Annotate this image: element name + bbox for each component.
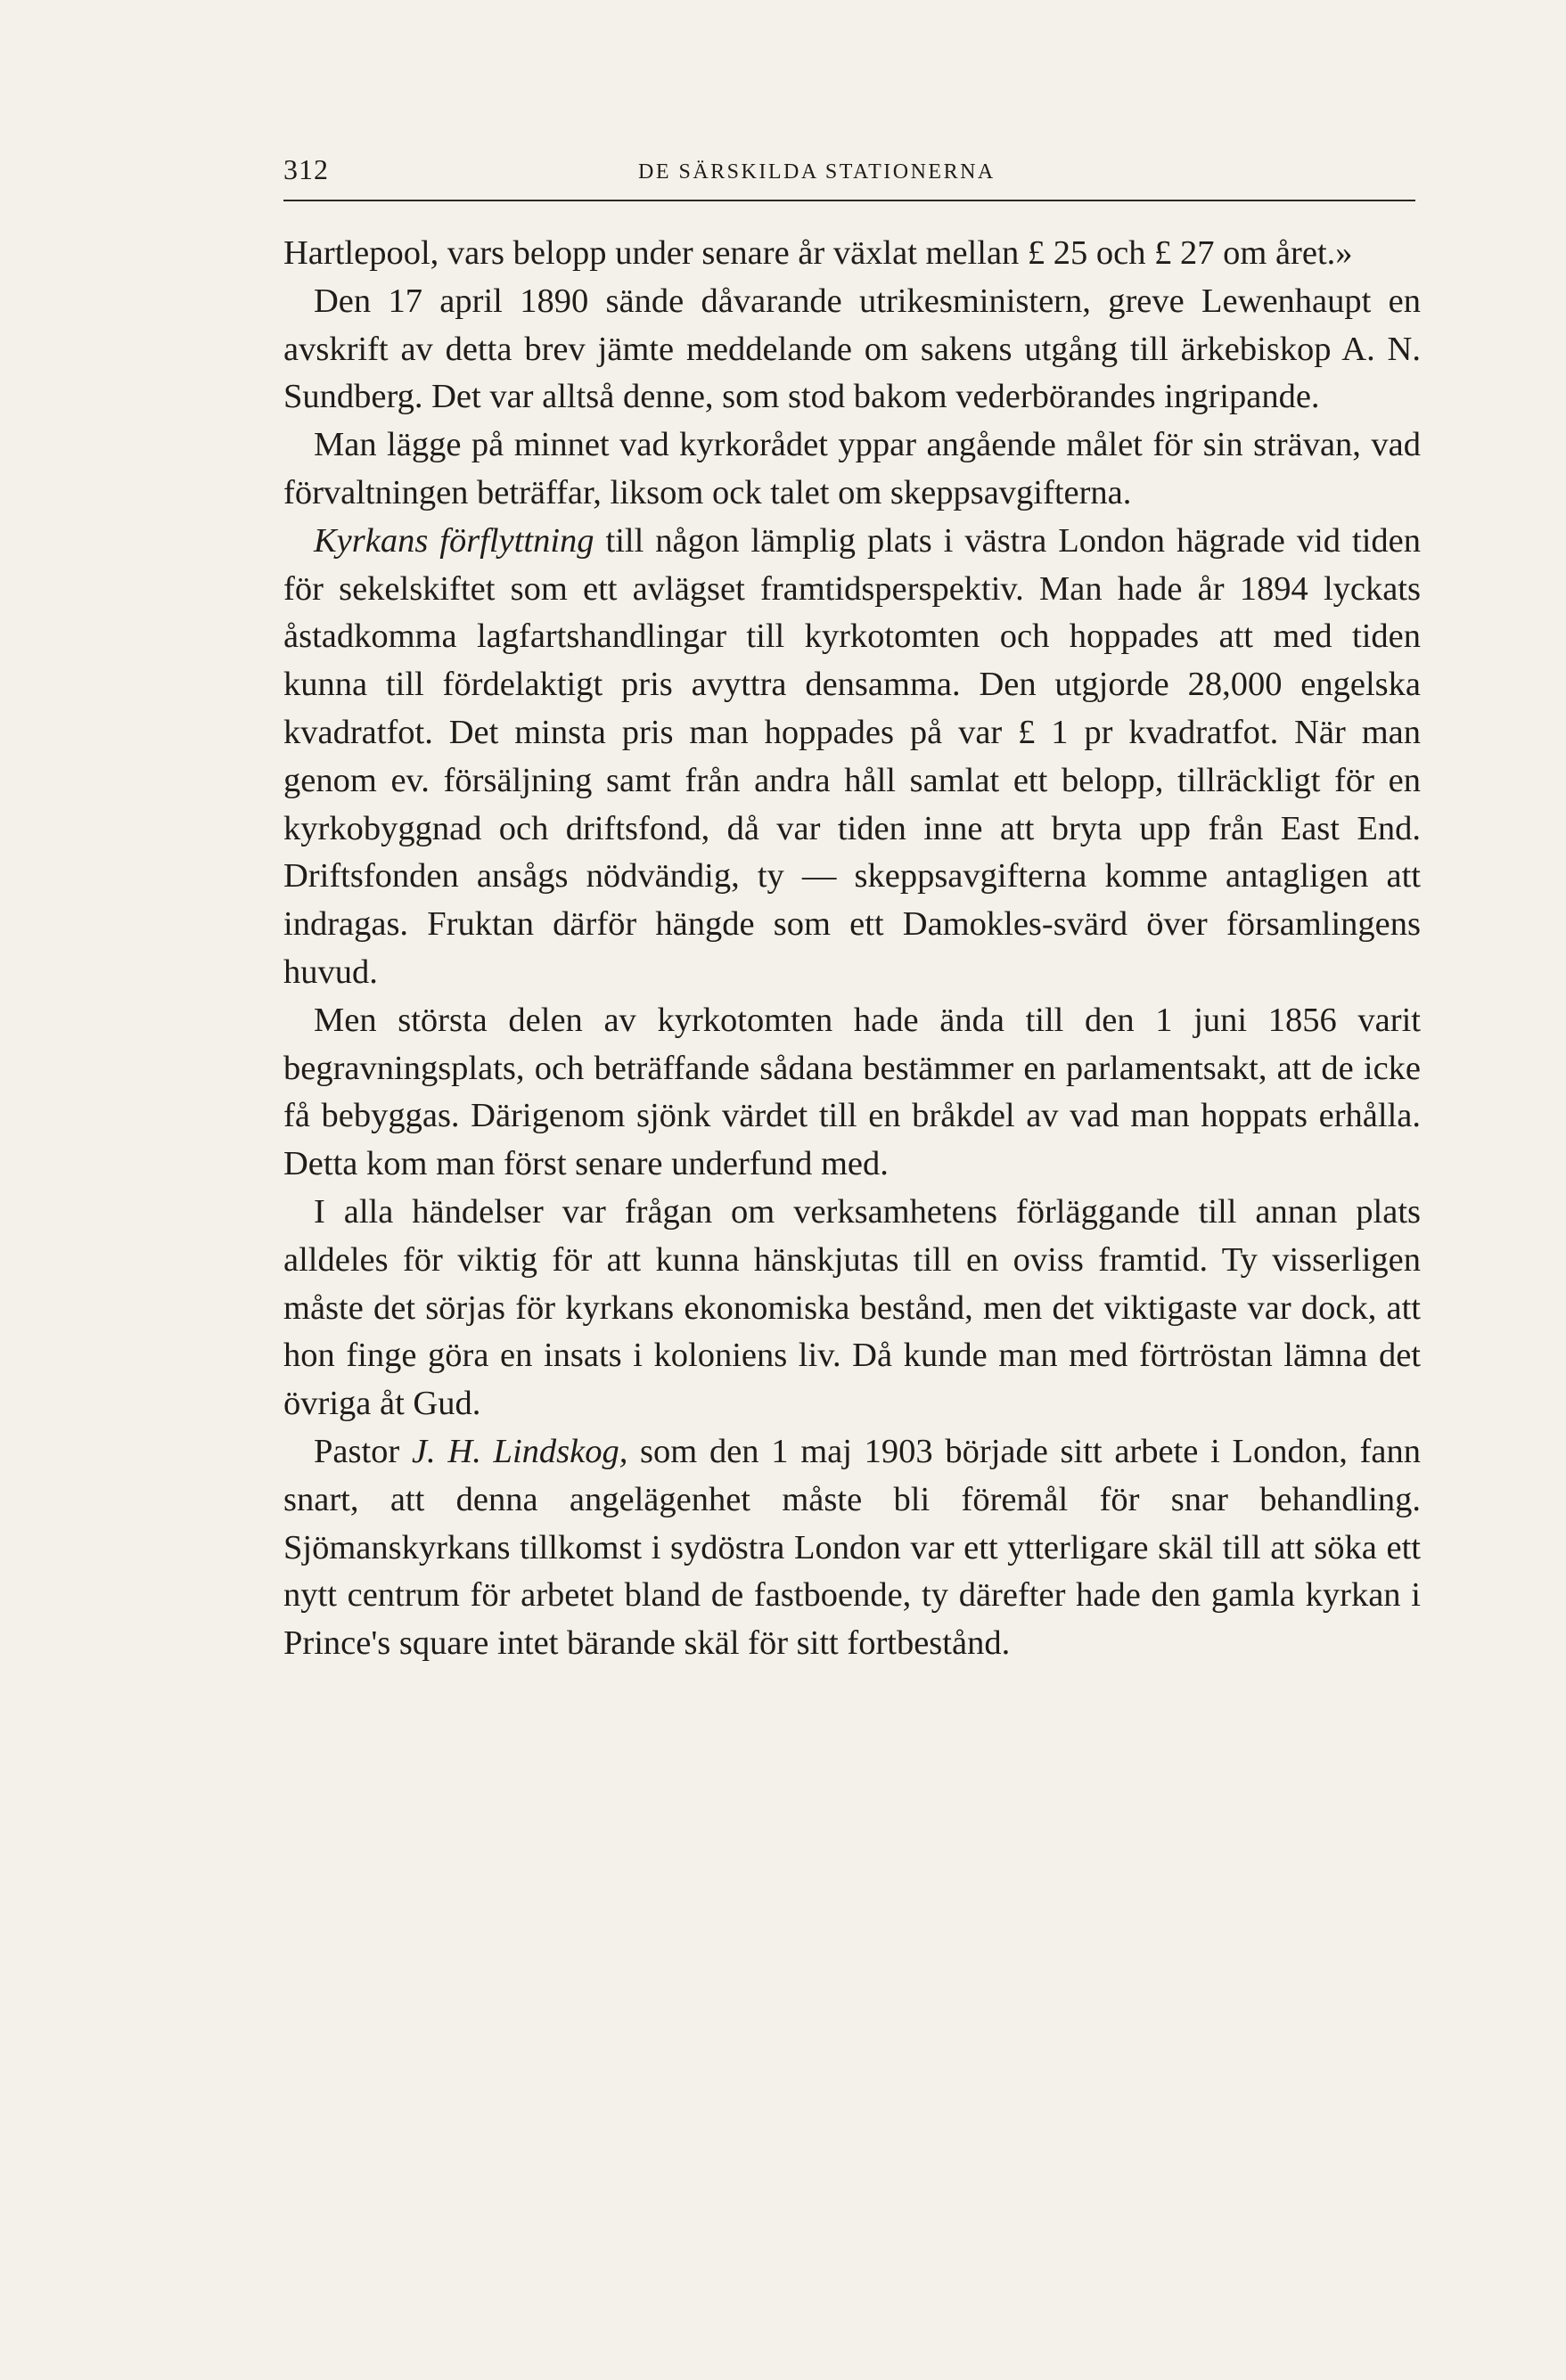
paragraph-text: Man lägge på minnet vad kyrkorådet yppar angående målet för sin strävan, vad förvaltningen beträffar, liksom ock talet om skeppsavgifterna. (283, 426, 1421, 511)
paragraph-text: Men största delen av kyrkotomten hade ända till den 1 juni 1856 varit begravningsplats, och beträffande sådana bestämmer en parlamentsakt, att de icke få bebyggas. Därigenom sjönk värdet till en bråkdel av vad man hoppats erhålla. Detta kom man först senare underfund med. (283, 1001, 1421, 1183)
page-number: 312 (283, 153, 329, 185)
paragraph-text: Den 17 april 1890 sände dåvarande utrikesministern, greve Lewenhaupt en avskrift av detta brev jämte meddelande om sakens utgång till ärkebiskop A. N. Sundberg. Det var alltså denne, som stod bakom vederbörandes ingripande. (283, 282, 1421, 416)
paragraph-text: Pastor (314, 1432, 412, 1470)
paragraph (283, 421, 1421, 518)
paragraph (283, 997, 1421, 1189)
running-head: DE SÄRSKILDA STATIONERNA (638, 160, 996, 184)
paragraph (283, 1189, 1421, 1428)
body-text (283, 230, 1421, 1668)
paragraph-text: till någon lämplig plats i västra London hägrade vid tiden för sekelskiftet som ett avlägset framtidsperspektiv. Man hade år 1894 lyckats åstadkomma lagfartshandlingar till kyrkotomten och hoppades att med tiden kunna till fördelaktigt pris avyttra densamma. Den utgjorde 28,000 engelska kvadratfot. Det minsta pris man hoppades på var £ 1 pr kvadratfot. När man genom ev. försäljning samt från andra håll samlat ett belopp, tillräckligt för en kyrkobyggnad och driftsfond, då var tiden inne att bryta upp från East End. Driftsfonden ansågs nödvändig, ty — skeppsavgifterna komme antagligen att indragas. Fruktan därför hängde som ett Damokles-svärd över församlingens huvud. (283, 521, 1421, 991)
paragraph (283, 278, 1421, 421)
header-rule (283, 200, 1415, 201)
paragraph (283, 518, 1421, 997)
italic-phrase: Kyrkans förflyttning (314, 521, 594, 560)
paragraph-text: som den 1 maj 1903 började sitt arbete i London, fann snart, att denna angelägenhet måste bli föremål för snar behandling. Sjömanskyrkans tillkomst i sydöstra London var ett ytterligare skäl till att söka ett nytt centrum för arbetet bland de fastboende, ty därefter hade den gamla kyrkan i Prince's square intet bärande skäl för sitt fortbestånd. (283, 1432, 1421, 1663)
page-header (283, 153, 1415, 196)
italic-name: J. H. Lindskog, (411, 1432, 628, 1470)
paragraph-text: Hartlepool, vars belopp under senare år växlat mellan £ 25 och £ 27 om året.» (283, 234, 1353, 272)
paragraph-text: I alla händelser var frågan om verksamhetens förläggande till annan plats alldeles för viktig för att kunna hänskjutas till en oviss framtid. Ty visserligen måste det sörjas för kyrkans ekonomiska bestånd, men det viktigaste var dock, att hon finge göra en insats i koloniens liv. Då kunde man med förtröstan lämna det övriga åt Gud. (283, 1192, 1421, 1423)
paragraph (283, 230, 1421, 278)
paragraph (283, 1428, 1421, 1668)
